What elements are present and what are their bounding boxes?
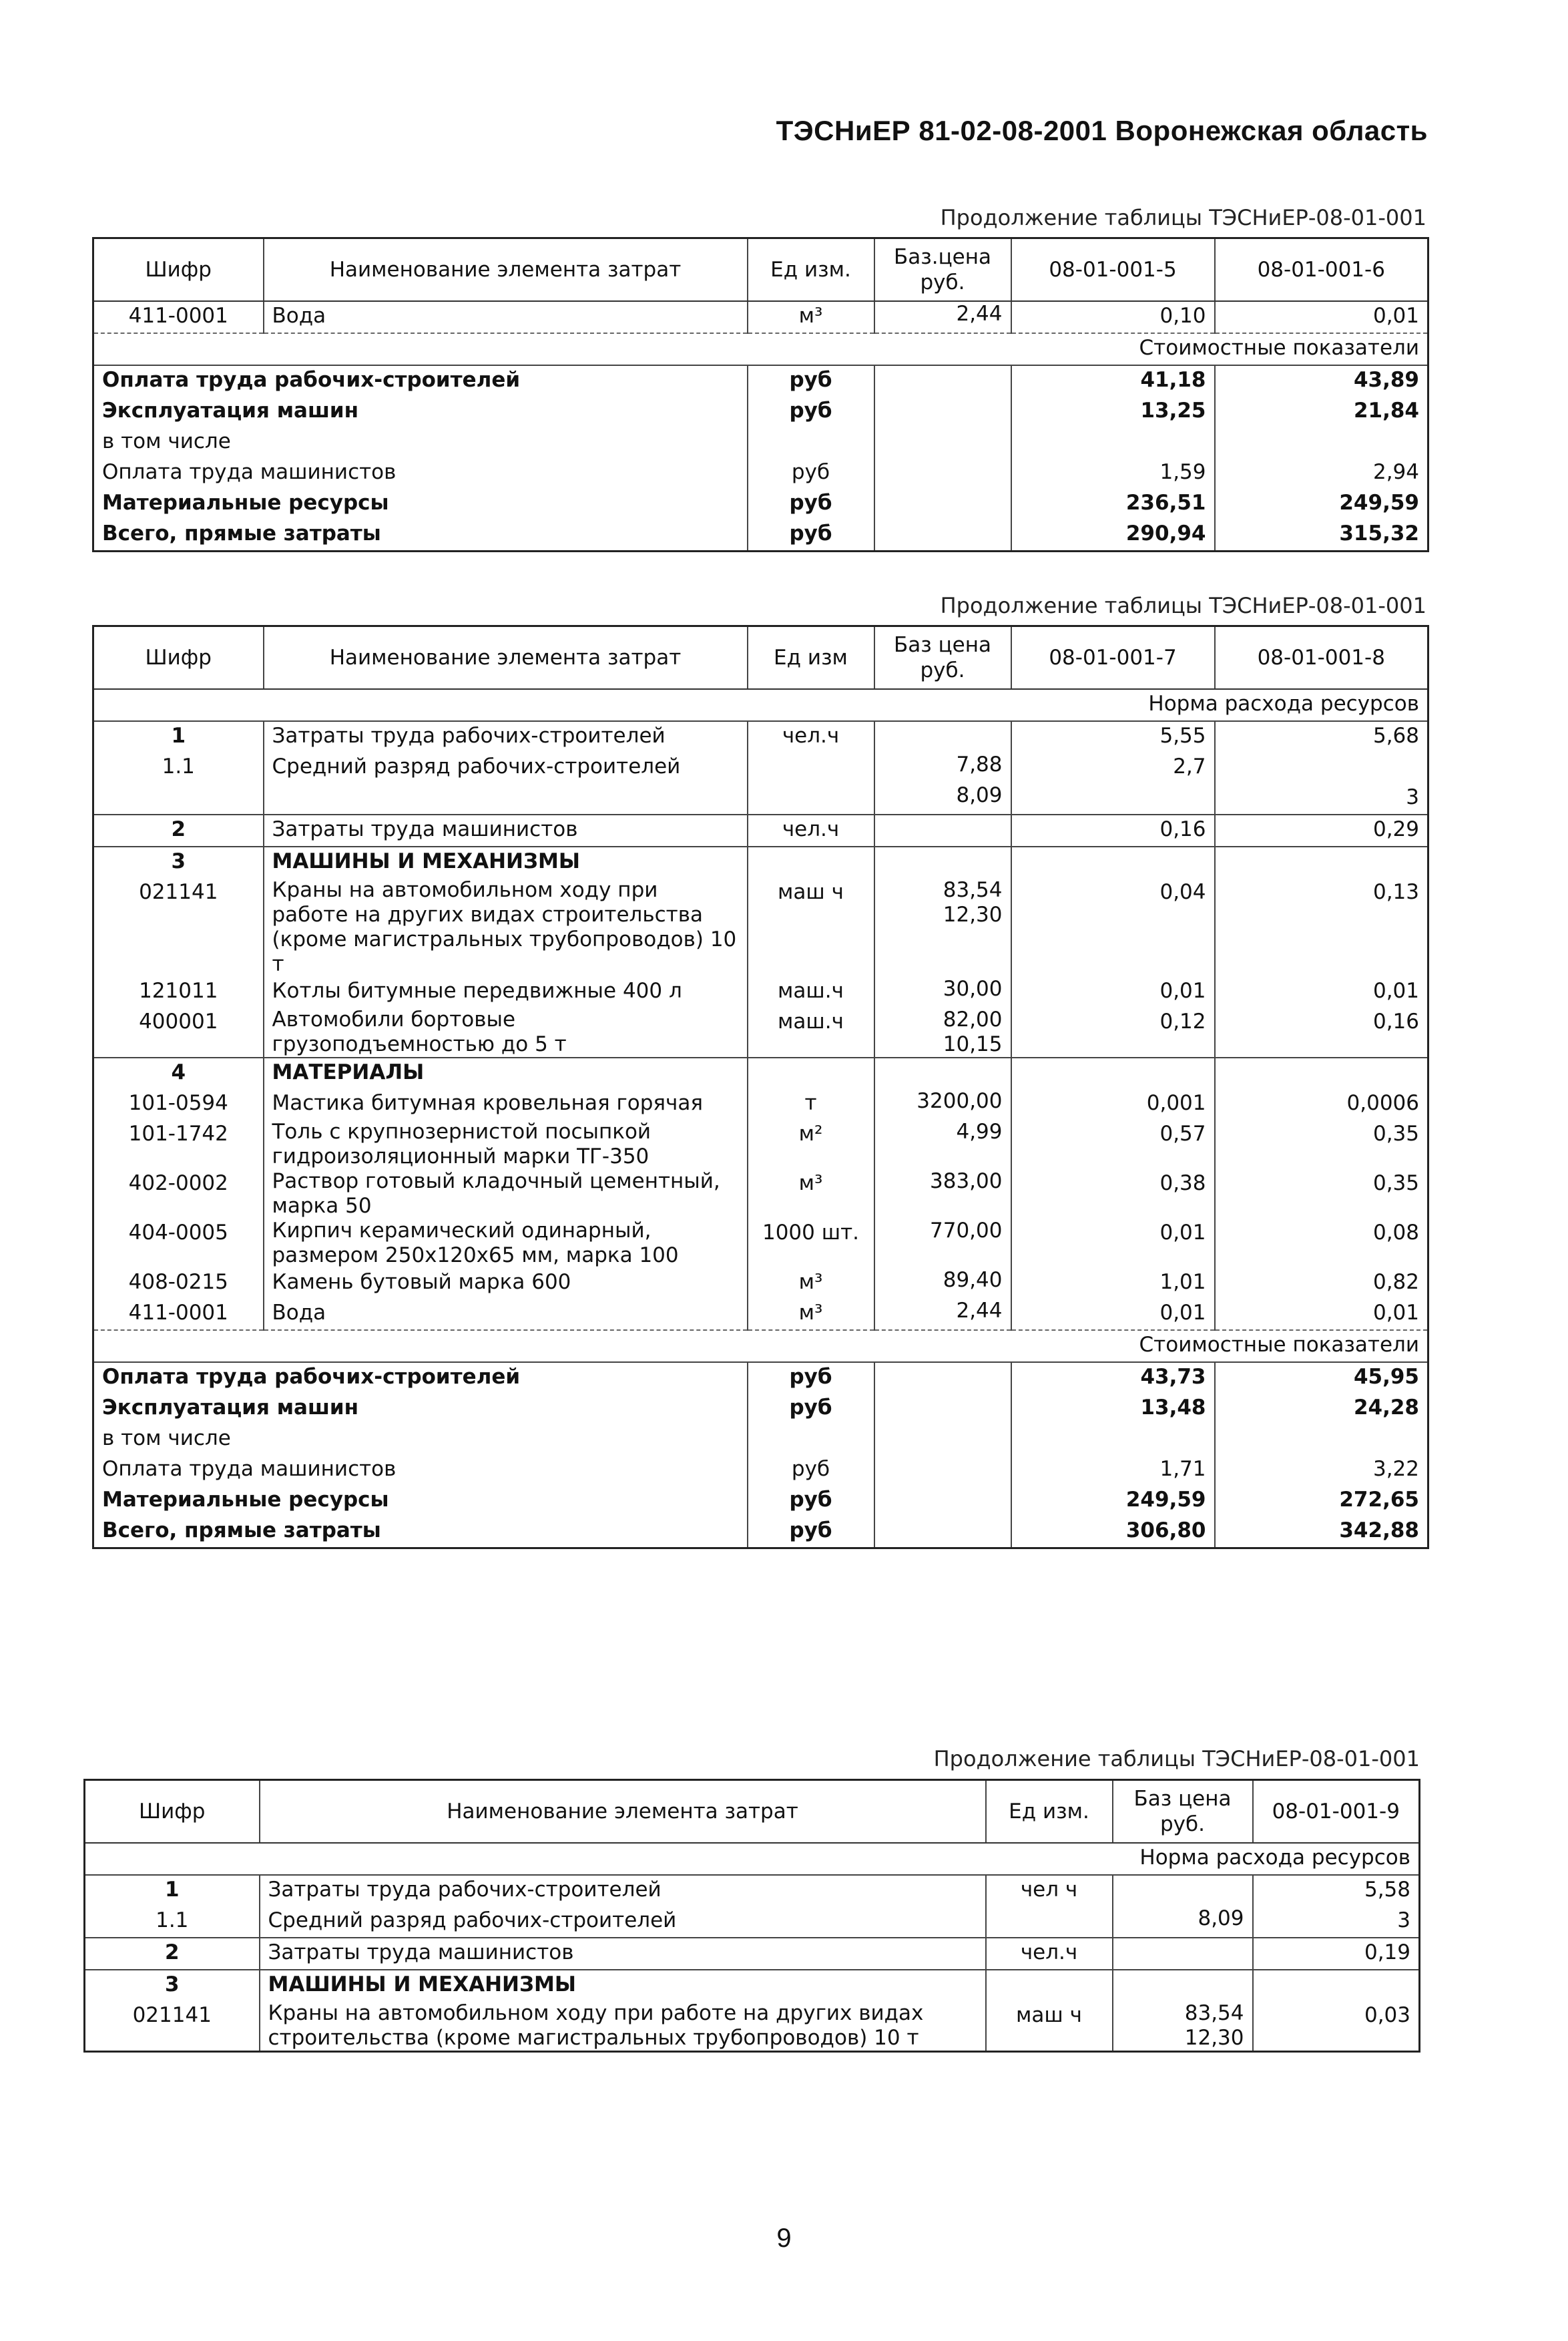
cost-row [93,427,1428,458]
cost-row [93,1362,1428,1394]
table-row [85,1938,1420,1970]
row-unit [748,753,874,783]
row-unit: чел ч [986,1875,1113,1906]
table-row [85,1906,1420,1938]
row-norm-1 [1253,1970,1420,2001]
cost-price-empty [874,1516,1011,1548]
row-norm-1: 0,38 [1011,1169,1215,1219]
row-code: 402-0002 [128,1171,228,1195]
cost-value-1: 13,25 [1011,397,1215,427]
cost-name: Оплата труда машинистов [102,460,397,484]
row-price: 2,44 [874,301,1011,333]
row-name: Средний разряд рабочих-строителей [264,753,748,783]
row-norm-2: 0,35 [1215,1169,1428,1219]
row-name [264,783,748,815]
table-row [93,1299,1428,1330]
cost-unit: руб [748,397,874,427]
row-name: МАШИНЫ И МЕХАНИЗМЫ [264,847,748,878]
table-row [93,1120,1428,1169]
cost-price-empty [874,1394,1011,1424]
row-unit: чел.ч [986,1938,1113,1970]
row-unit [748,847,874,878]
row-norm-2: 0,0006 [1215,1089,1428,1120]
table-row [93,878,1428,977]
table-row [93,1058,1428,1089]
row-norm-1: 0,01 [1011,977,1215,1008]
cost-value-2 [1215,1424,1428,1455]
col-price: Баз цена руб. [874,626,1011,690]
row-price [874,721,1011,753]
row-unit: чел.ч [748,721,874,753]
row-norm-2 [1215,1058,1428,1089]
row-norm-2: 0,82 [1215,1268,1428,1299]
cost-value-2: 272,65 [1215,1486,1428,1516]
row-name: Вода [264,301,748,333]
col-name: Наименование элемента затрат [264,238,748,302]
table-row [85,2001,1420,2052]
row-norm-1: 5,55 [1011,721,1215,753]
row-price: 83,54 12,30 [874,878,1011,977]
cost-value-2: 21,84 [1215,397,1428,427]
row-norm-2: 0,08 [1215,1219,1428,1268]
row-norm-2: 0,01 [1215,1299,1428,1330]
row-norm-1: 0,19 [1253,1938,1420,1970]
row-price [1113,1875,1253,1906]
cost-value-2: 249,59 [1215,489,1428,519]
cost-unit: руб [748,1362,874,1394]
row-code: 1 [171,724,186,748]
row-code: 1 [164,1878,180,1902]
row-code: 411-0001 [128,304,228,328]
cost-value-2: 315,32 [1215,519,1428,552]
row-name: Затраты труда машинистов [264,815,748,847]
cost-unit: руб [748,365,874,397]
table-row [85,1875,1420,1906]
row-norm-1: 3 [1253,1906,1420,1938]
row-code: 3 [85,1970,260,2001]
row-code: 101-1742 [128,1122,228,1146]
table-row [93,977,1428,1008]
row-name: Краны на автомобильном ходу при работе на других видах строительства (кроме магистральных трубопроводов) 10 т [260,2001,986,2052]
row-norm-1: 0,16 [1011,815,1215,847]
row-code: 1.1 [162,755,195,779]
cost-value-1 [1011,1424,1215,1455]
row-unit: м³ [748,1299,874,1330]
row-code: 021141 [139,880,218,904]
section-subheader: Норма расхода ресурсов [85,1843,1420,1875]
cost-price-empty [874,1362,1011,1394]
cost-name: в том числе [102,429,231,453]
table-3 [83,1779,1420,2053]
table-row [93,847,1428,878]
cost-row [93,489,1428,519]
table-row [93,753,1428,783]
cost-price-empty [874,1486,1011,1516]
row-unit: маш ч [748,878,874,977]
cost-value-2: 24,28 [1215,1394,1428,1424]
col-code: Шифр [85,1780,260,1844]
row-norm-2: 5,68 [1215,721,1428,753]
col-code: Шифр [93,626,264,690]
col-unit: Ед изм [748,626,874,690]
row-price: 383,00 [874,1169,1011,1219]
table-1 [92,237,1429,552]
col-price: Баз.цена руб. [874,238,1011,302]
cost-unit: руб [748,458,874,489]
row-norm-1: 0,01 [1011,1219,1215,1268]
row-norm-2: 0,16 [1215,1008,1428,1058]
cost-unit: руб [748,1394,874,1424]
row-code: 121011 [139,979,218,1003]
col-unit: Ед изм. [986,1780,1113,1844]
cost-row [93,1516,1428,1548]
cost-row [93,1424,1428,1455]
cost-unit: руб [748,1516,874,1548]
row-norm-1: 1,01 [1011,1268,1215,1299]
row-code: 400001 [139,1010,218,1034]
col-name: Наименование элемента затрат [260,1780,986,1844]
row-norm-1: 5,58 [1253,1875,1420,1906]
row-norm-1: 0,03 [1253,2001,1420,2052]
row-unit [748,1058,874,1089]
row-name: Раствор готовый кладочный цементный, марка 50 [264,1169,748,1219]
table-row [93,1008,1428,1058]
section-subheader: Норма расхода ресурсов [93,689,1428,721]
cost-price-empty [874,458,1011,489]
cost-price-empty [874,519,1011,552]
row-name: Мастика битумная кровельная горячая [264,1089,748,1120]
cost-value-2: 2,94 [1215,458,1428,489]
cost-name: в том числе [102,1426,231,1450]
cost-name: Материальные ресурсы [102,1488,389,1512]
cost-value-2: 3,22 [1215,1455,1428,1486]
table-2 [92,625,1429,1549]
row-norm-2 [1215,847,1428,878]
row-code: 2 [85,1938,260,1970]
cost-value-1: 1,71 [1011,1455,1215,1486]
row-price: 82,00 10,15 [874,1008,1011,1058]
row-norm-1: 0,57 [1011,1120,1215,1169]
row-norm-2 [1215,753,1428,783]
cost-price-empty [874,489,1011,519]
row-code: 021141 [132,2003,212,2027]
table-row [93,1169,1428,1219]
cost-value-2: 43,89 [1215,365,1428,397]
table-row [93,721,1428,753]
row-name: Краны на автомобильном ходу при работе на других видах строительства (кроме магистральных трубопроводов) 10 т [264,878,748,977]
cost-value-1: 43,73 [1011,1362,1215,1394]
row-price [874,1058,1011,1089]
cost-price-empty [874,397,1011,427]
cost-unit [748,427,874,458]
row-norm-2: 0,13 [1215,878,1428,977]
table-row [93,301,1428,333]
row-norm-1: 0,12 [1011,1008,1215,1058]
row-name: МАТЕРИАЛЫ [264,1058,748,1089]
row-price: 2,44 [874,1299,1011,1330]
table-row [93,783,1428,815]
row-code: 404-0005 [128,1221,228,1245]
cost-unit: руб [748,1455,874,1486]
cost-value-2 [1215,427,1428,458]
row-price [874,847,1011,878]
row-norm-2: 0,01 [1215,301,1428,333]
cost-row [93,365,1428,397]
cost-price-empty [874,1455,1011,1486]
row-name: Кирпич керамический одинарный, размером 250x120x65 мм, марка 100 [264,1219,748,1268]
cost-value-1: 13,48 [1011,1394,1215,1424]
cost-value-1: 41,18 [1011,365,1215,397]
cost-price-empty [874,427,1011,458]
cost-row [93,519,1428,552]
row-price: 8,09 [874,783,1011,815]
table2-caption: Продолжение таблицы ТЭСНиЕР-08-01-001 [940,593,1426,618]
row-name: Средний разряд рабочих-строителей [260,1906,986,1938]
row-unit [748,783,874,815]
row-code: 3 [93,847,264,878]
col-unit: Ед изм. [748,238,874,302]
col-norm-2: 08-01-001-8 [1215,626,1428,690]
row-name: Толь с крупнозернистой посыпкой гидроизоляционный марки ТГ-350 [264,1120,748,1169]
cost-name: Эксплуатация машин [102,1396,359,1420]
cost-unit [748,1424,874,1455]
cost-value-1: 249,59 [1011,1486,1215,1516]
row-price [874,815,1011,847]
cost-value-2: 45,95 [1215,1362,1428,1394]
row-norm-1: 2,7 [1011,753,1215,783]
row-price [1113,1970,1253,2001]
cost-value-1: 1,59 [1011,458,1215,489]
row-price: 3200,00 [874,1089,1011,1120]
table-row [93,1219,1428,1268]
row-unit: чел.ч [748,815,874,847]
col-price: Баз цена руб. [1113,1780,1253,1844]
row-name: Вода [264,1299,748,1330]
section-subheader: Стоимостные показатели [93,333,1428,365]
cost-price-empty [874,365,1011,397]
cost-value-1: 306,80 [1011,1516,1215,1548]
col-norm-2: 08-01-001-6 [1215,238,1428,302]
cost-name: Всего, прямые затраты [102,521,381,546]
table-row [93,815,1428,847]
row-name: Автомобили бортовые грузоподъемностью до 5 т [264,1008,748,1058]
row-norm-1 [1011,783,1215,815]
table-row [93,1268,1428,1299]
cost-name: Оплата труда машинистов [102,1457,397,1481]
table-row [93,1089,1428,1120]
table3-caption: Продолжение таблицы ТЭСНиЕР-08-01-001 [933,1746,1420,1771]
cost-row [93,397,1428,427]
document-header: ТЭСНиЕР 81-02-08-2001 Воронежская область [776,115,1428,146]
row-price: 7,88 [874,753,1011,783]
cost-unit: руб [748,519,874,552]
row-norm-1: 0,01 [1011,1299,1215,1330]
cost-name: Всего, прямые затраты [102,1518,381,1542]
col-norm-1: 08-01-001-9 [1253,1780,1420,1844]
row-price: 83,54 12,30 [1113,2001,1253,2052]
row-name: Камень бутовый марка 600 [264,1268,748,1299]
row-price [1113,1938,1253,1970]
cost-name: Материальные ресурсы [102,491,389,515]
row-norm-1 [1011,1058,1215,1089]
cost-unit: руб [748,489,874,519]
row-unit: м² [748,1120,874,1169]
row-name: Затраты труда рабочих-строителей [264,721,748,753]
cost-row [93,1455,1428,1486]
row-name: Затраты труда рабочих-строителей [260,1875,986,1906]
row-code [93,783,264,815]
cost-name: Оплата труда рабочих-строителей [102,1365,521,1389]
cost-value-1: 290,94 [1011,519,1215,552]
cost-value-1: 236,51 [1011,489,1215,519]
row-code: 4 [93,1058,264,1089]
col-norm-1: 08-01-001-5 [1011,238,1215,302]
cost-price-empty [874,1424,1011,1455]
row-unit [986,1906,1113,1938]
row-norm-2: 0,35 [1215,1120,1428,1169]
cost-row [93,1486,1428,1516]
row-code: 101-0594 [128,1091,228,1115]
row-norm-2: 3 [1215,783,1428,815]
table-row [85,1970,1420,2001]
row-norm-2: 0,01 [1215,977,1428,1008]
row-unit: м³ [748,301,874,333]
row-code: 408-0215 [128,1270,228,1294]
row-unit: 1000 шт. [748,1219,874,1268]
cost-name: Эксплуатация машин [102,399,359,423]
row-code: 2 [93,815,264,847]
row-norm-1: 0,001 [1011,1089,1215,1120]
row-price: 770,00 [874,1219,1011,1268]
cost-value-2: 342,88 [1215,1516,1428,1548]
row-name: Котлы битумные передвижные 400 л [264,977,748,1008]
row-unit: м³ [748,1268,874,1299]
row-price: 4,99 [874,1120,1011,1169]
row-norm-1: 0,04 [1011,878,1215,977]
col-norm-1: 08-01-001-7 [1011,626,1215,690]
cost-row [93,458,1428,489]
row-unit: маш ч [986,2001,1113,2052]
page-number: 9 [776,2223,792,2253]
row-unit: т [748,1089,874,1120]
row-name: Затраты труда машинистов [260,1938,986,1970]
row-unit: маш.ч [748,977,874,1008]
row-price: 8,09 [1113,1906,1253,1938]
table1-caption: Продолжение таблицы ТЭСНиЕР-08-01-001 [940,205,1426,230]
cost-name: Оплата труда рабочих-строителей [102,368,521,392]
cost-value-1 [1011,427,1215,458]
row-norm-2: 0,29 [1215,815,1428,847]
row-norm-1: 0,10 [1011,301,1215,333]
row-unit: маш.ч [748,1008,874,1058]
row-price: 89,40 [874,1268,1011,1299]
col-name: Наименование элемента затрат [264,626,748,690]
row-code: 1.1 [156,1908,189,1932]
row-unit: м³ [748,1169,874,1219]
cost-unit: руб [748,1486,874,1516]
row-unit [986,1970,1113,2001]
section-subheader: Стоимостные показатели [93,1330,1428,1362]
row-price: 30,00 [874,977,1011,1008]
row-code: 411-0001 [128,1301,228,1325]
row-name: МАШИНЫ И МЕХАНИЗМЫ [260,1970,986,2001]
row-norm-1 [1011,847,1215,878]
col-code: Шифр [93,238,264,302]
cost-row [93,1394,1428,1424]
